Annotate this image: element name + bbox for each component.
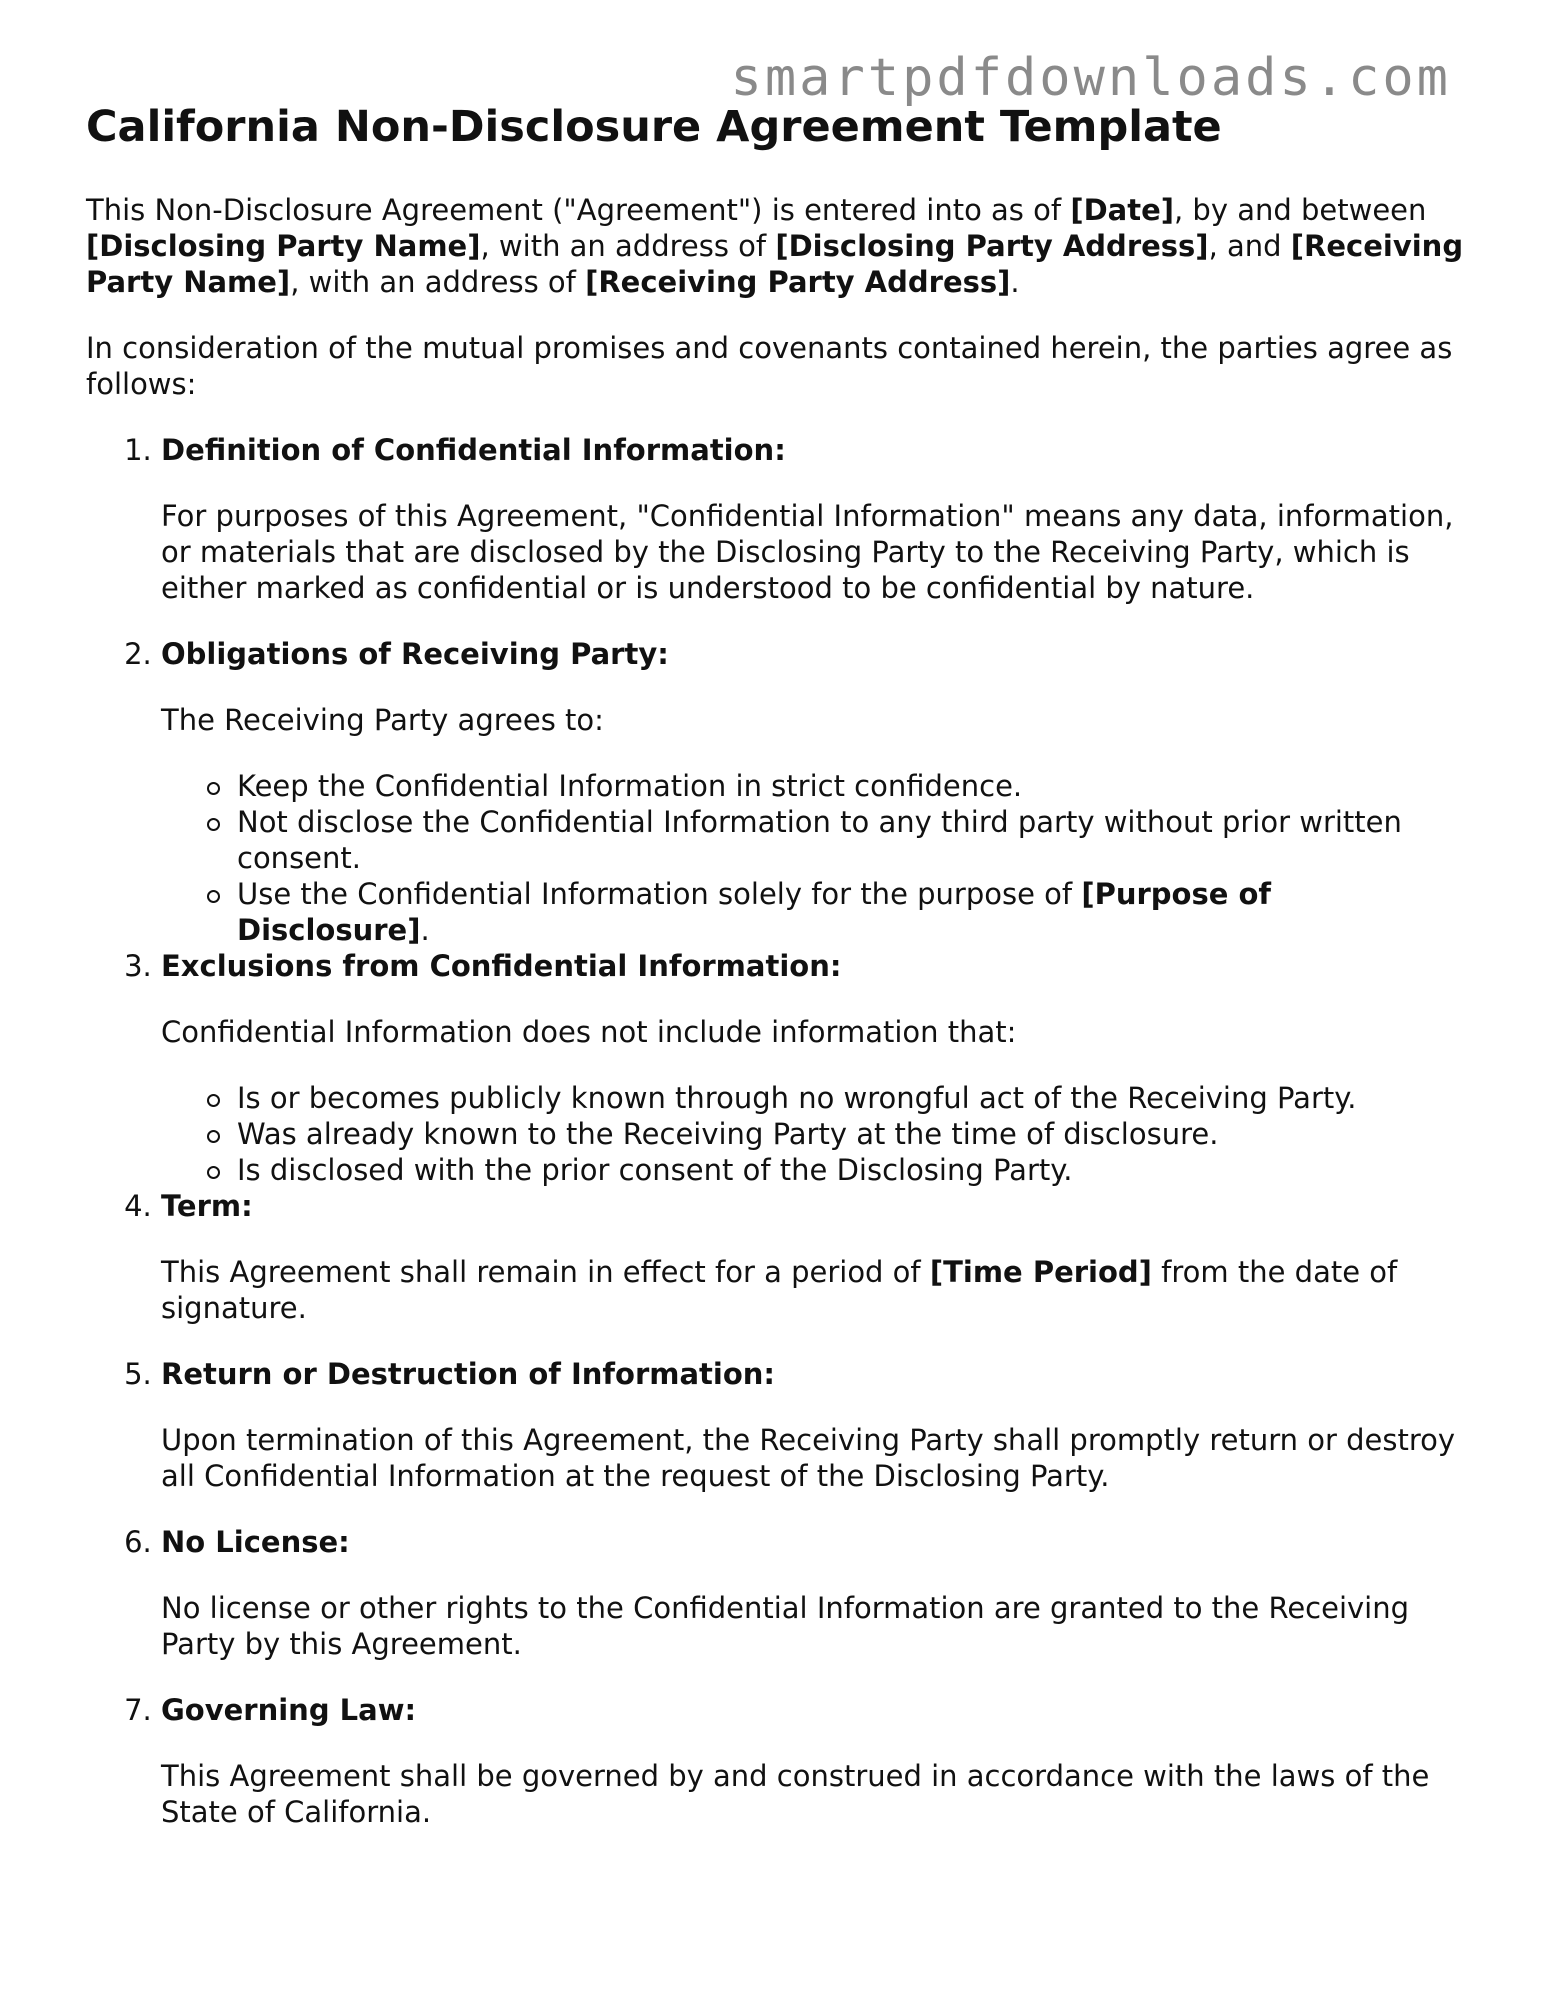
section-body: Confidential Information does not include information that: (161, 1014, 1017, 1049)
section-title: Return or Destruction of Information: (161, 1356, 776, 1391)
disclosing-party-name: [Disclosing Party Name] (86, 228, 481, 263)
watermark-text: smartpdfdownloads.com (730, 48, 1451, 108)
section-title: Exclusions from Confidential Information: (161, 948, 842, 983)
intro-text-4: , and (1208, 228, 1291, 263)
intro-paragraph (86, 192, 1466, 300)
section-return (161, 1356, 1466, 1524)
exclusions-list (161, 1080, 1466, 1188)
obligations-list (161, 768, 1466, 948)
list-item: Is or becomes publicly known through no wrongful act of the Receiving Party. (237, 1080, 1466, 1116)
intro-text-2: , by and between (1174, 192, 1427, 227)
section-title: Term: (161, 1188, 253, 1223)
section-title: Obligations of Receiving Party: (161, 636, 669, 671)
receiving-party-name: [Receiving Party Name] (86, 228, 1464, 299)
list-item: Is disclosed with the prior consent of the Disclosing Party. (237, 1152, 1466, 1188)
section-title: Governing Law: (161, 1692, 417, 1727)
list-item: Was already known to the Receiving Party at the time of disclosure. (237, 1116, 1466, 1152)
sections-list (86, 432, 1466, 1830)
document-page (86, 100, 1466, 1830)
receiving-party-address: [Receiving Party Address] (585, 264, 1011, 299)
section-obligations (161, 636, 1466, 948)
section-title: No License: (161, 1524, 350, 1559)
list-item: Not disclose the Confidential Information to any third party without prior written consent. (237, 804, 1466, 876)
term-text-1: This Agreement shall remain in effect for a period of (161, 1254, 930, 1289)
section-body: Upon termination of this Agreement, the Receiving Party shall promptly return or destroy all Confidential Information at the request of the Disclosing Party. (161, 1422, 1456, 1493)
intro-text-3: , with an address of (480, 228, 776, 263)
section-exclusions (161, 948, 1466, 1188)
section-body: No license or other rights to the Confidential Information are granted to the Receiving Party by this Agreement. (161, 1590, 1410, 1661)
time-period-placeholder: [Time Period] (929, 1254, 1152, 1289)
intro-text-5: , with an address of (290, 264, 586, 299)
list-item-text: Use the Confidential Information solely for the purpose of (237, 876, 1082, 911)
section-definition (161, 432, 1466, 636)
section-body: This Agreement shall be governed by and construed in accordance with the laws of the State of California. (161, 1758, 1430, 1829)
disclosing-party-address: [Disclosing Party Address] (775, 228, 1209, 263)
list-item (237, 876, 1466, 948)
intro-text-6: . (1010, 264, 1020, 299)
term-text-2: from the date of signature. (161, 1254, 1398, 1325)
section-license (161, 1524, 1466, 1692)
purpose-placeholder: [Purpose of Disclosure] (237, 876, 1272, 947)
section-body (161, 1254, 1466, 1326)
document-title: California Non-Disclosure Agreement Template (86, 102, 1222, 152)
section-governing-law (161, 1692, 1466, 1830)
list-item: Keep the Confidential Information in strict confidence. (237, 768, 1466, 804)
section-title: Definition of Confidential Information: (161, 432, 786, 467)
section-term (161, 1188, 1466, 1356)
list-item-end: . (420, 912, 430, 947)
intro-text-1: This Non-Disclosure Agreement ("Agreement") is entered into as of (86, 192, 1071, 227)
section-body: For purposes of this Agreement, "Confidential Information" means any data, information, or materials that are disclosed by the Disclosing Party to the Receiving Party, which is either marked as confidential or is understood to be confidential by nature. (161, 498, 1454, 605)
date-placeholder: [Date] (1070, 192, 1174, 227)
section-body: The Receiving Party agrees to: (161, 702, 604, 737)
consideration-paragraph: In consideration of the mutual promises and covenants contained herein, the parties agree as follows: (86, 330, 1453, 401)
